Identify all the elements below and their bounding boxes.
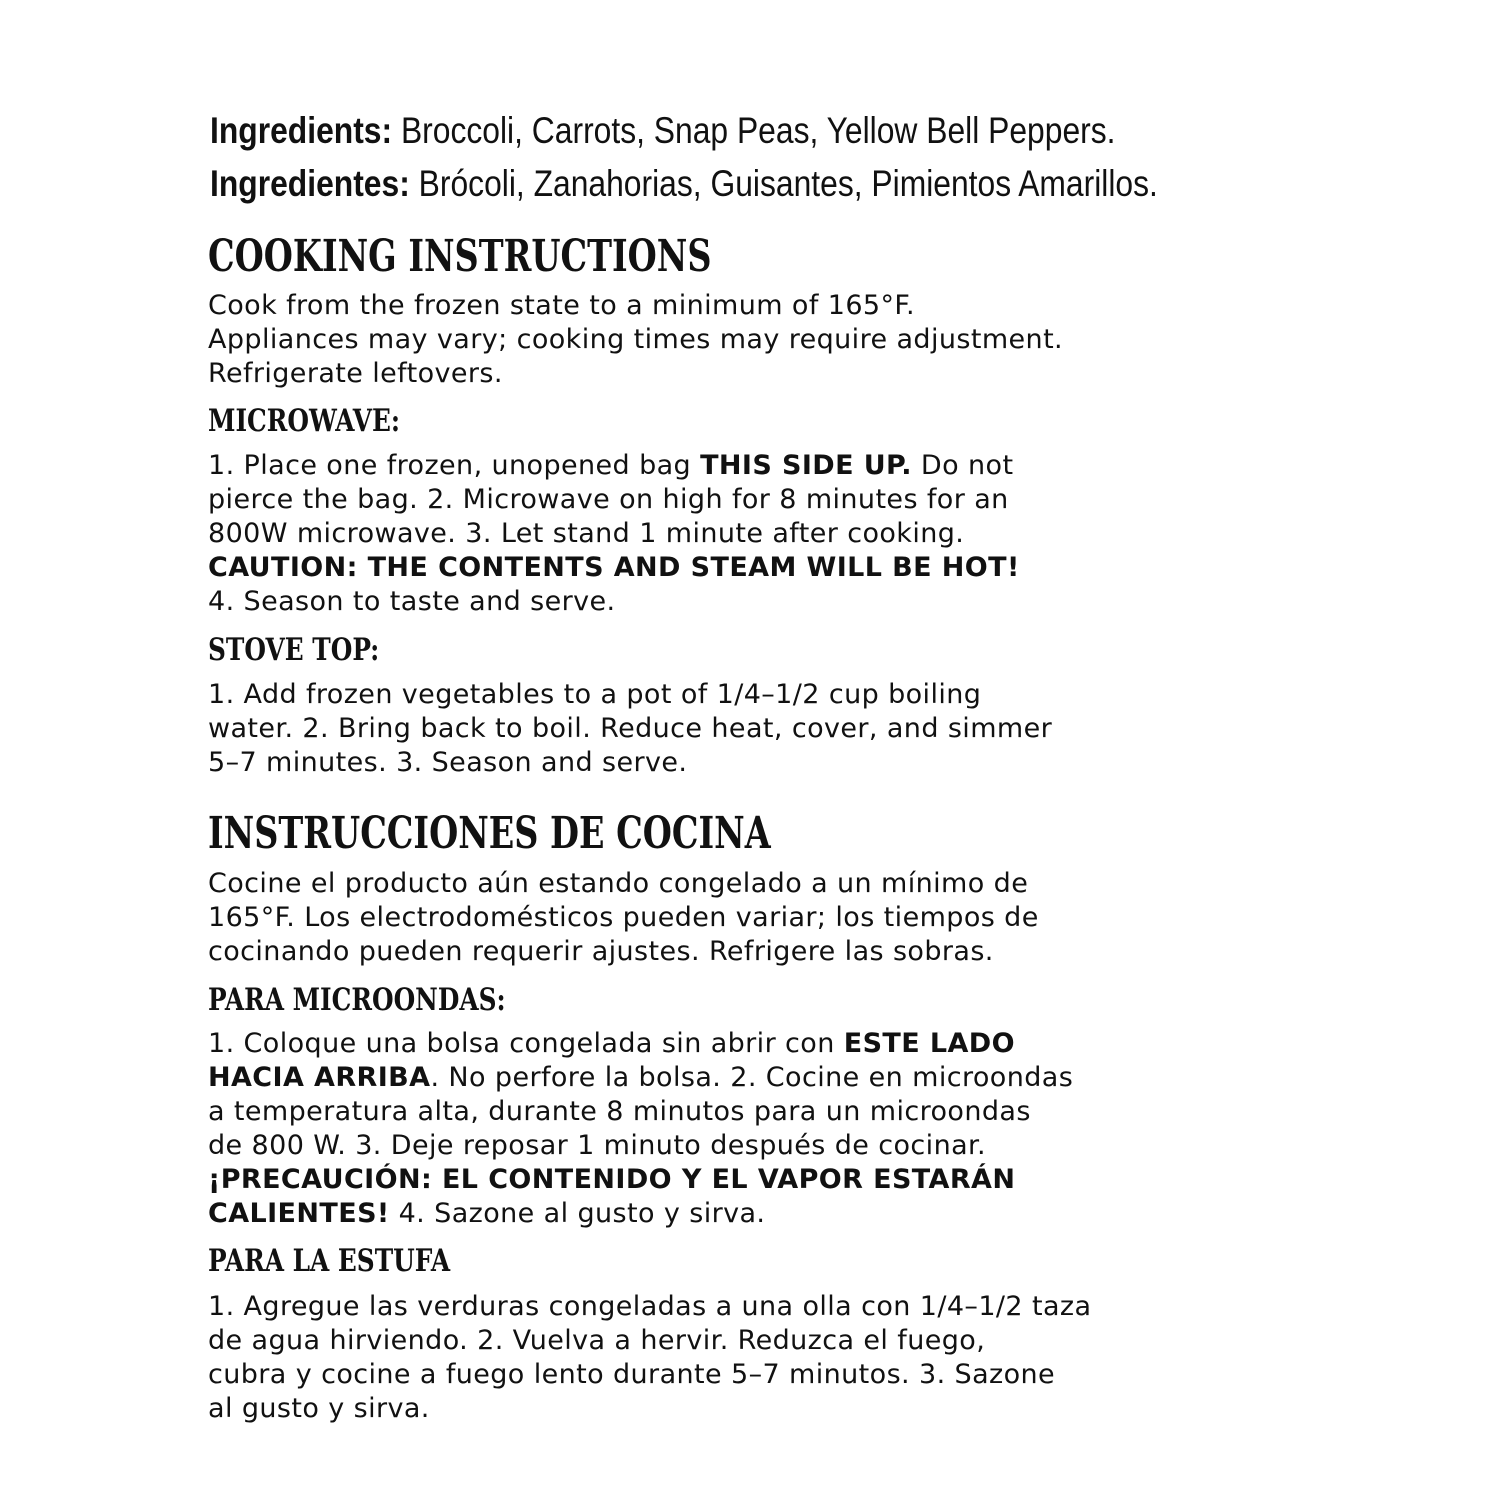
microwave-text: Do not [911, 450, 1014, 481]
calientes-text: CALIENTES! [208, 1198, 390, 1229]
microwave-line: pierce the bag. 2. Microwave on high for 8 minutes for an [208, 484, 1009, 515]
microwave-heading: MICROWAVE: [208, 403, 401, 439]
intro-line: 165°F. Los electrodomésticos pueden variar; los tiempos de [208, 902, 1039, 933]
intro-line: cocinando pueden requerir ajustes. Refrigere las sobras. [208, 936, 994, 967]
microondas-line [208, 1061, 1288, 1095]
spanish-title-wrap [208, 809, 1288, 859]
microwave-instructions [208, 449, 1288, 619]
english-intro [208, 289, 1288, 391]
intro-line: Refrigerate leftovers. [208, 358, 503, 389]
precaucion-text: ¡PRECAUCIÓN: EL CONTENIDO Y EL VAPOR ESTARÁN [208, 1164, 1016, 1195]
microwave-line: 800W microwave. 3. Let stand 1 minute after cooking. [208, 518, 965, 549]
intro-line: Appliances may vary; cooking times may require adjustment. [208, 324, 1064, 355]
stovetop-heading: STOVE TOP: [208, 632, 380, 668]
estufa-line: 1. Agregue las verduras congeladas a una olla con 1/4–1/2 taza [208, 1291, 1092, 1322]
estufa-line: al gusto y sirva. [208, 1393, 430, 1424]
microondas-caution [208, 1163, 1288, 1197]
estufa-heading-wrap [208, 1243, 1288, 1279]
estufa-line: de agua hirviendo. 2. Vuelva a hervir. Reduzca el fuego, [208, 1325, 986, 1356]
stovetop-line: water. 2. Bring back to boil. Reduce heat, cover, and simmer [208, 713, 1053, 744]
microondas-text: . No perfore la bolsa. 2. Cocine en microondas [430, 1062, 1074, 1093]
ingredients-es [210, 157, 1294, 210]
ingredients-es-label: Ingredientes: [210, 163, 410, 204]
microondas-line [208, 1197, 1288, 1231]
stovetop-line: 5–7 minutes. 3. Season and serve. [208, 747, 688, 778]
ingredients-block [210, 104, 1294, 210]
microondas-line: a temperatura alta, durante 8 minutos para un microondas [208, 1096, 1031, 1127]
microondas-line [208, 1027, 1288, 1061]
stovetop-instructions [208, 678, 1288, 780]
hacia-arriba: HACIA ARRIBA [208, 1062, 431, 1093]
english-title-wrap [208, 232, 1288, 282]
ingredients-en-label: Ingredients: [210, 110, 393, 151]
caution-text: CAUTION: THE CONTENTS AND STEAM WILL BE HOT! [208, 552, 1020, 583]
microwave-text: 1. Place one frozen, unopened bag [208, 450, 701, 481]
microondas-heading: PARA MICROONDAS: [208, 982, 506, 1018]
microondas-heading-wrap [208, 982, 1288, 1018]
microwave-heading-wrap [208, 403, 1288, 439]
microondas-instructions [208, 1027, 1288, 1231]
ingredients-en [210, 104, 1294, 157]
ingredients-en-text: Broccoli, Carrots, Snap Peas, Yellow Bell Peppers. [392, 110, 1116, 151]
english-title: COOKING INSTRUCTIONS [208, 231, 712, 282]
intro-line: Cook from the frozen state to a minimum of 165°F. [208, 290, 915, 321]
spanish-title: INSTRUCCIONES DE COCINA [208, 808, 771, 859]
microwave-line: 4. Season to taste and serve. [208, 586, 616, 617]
estufa-instructions [208, 1290, 1288, 1426]
stovetop-line: 1. Add frozen vegetables to a pot of 1/4–1/2 cup boiling [208, 679, 982, 710]
microwave-caution [208, 551, 1288, 585]
microondas-line: de 800 W. 3. Deje reposar 1 minuto después de cocinar. [208, 1130, 987, 1161]
microondas-text: 4. Sazone al gusto y sirva. [389, 1198, 766, 1229]
this-side-up: THIS SIDE UP. [700, 450, 912, 481]
microwave-line [208, 449, 1288, 483]
intro-line: Cocine el producto aún estando congelado a un mínimo de [208, 868, 1029, 899]
stovetop-heading-wrap [208, 632, 1288, 668]
estufa-line: cubra y cocine a fuego lento durante 5–7 minutos. 3. Sazone [208, 1359, 1056, 1390]
este-lado: ESTE LADO [843, 1028, 1015, 1059]
ingredients-es-text: Brócoli, Zanahorias, Guisantes, Pimientos Amarillos. [409, 163, 1158, 204]
microondas-text: 1. Coloque una bolsa congelada sin abrir con [208, 1028, 844, 1059]
estufa-heading: PARA LA ESTUFA [208, 1243, 451, 1279]
spanish-intro [208, 867, 1288, 969]
